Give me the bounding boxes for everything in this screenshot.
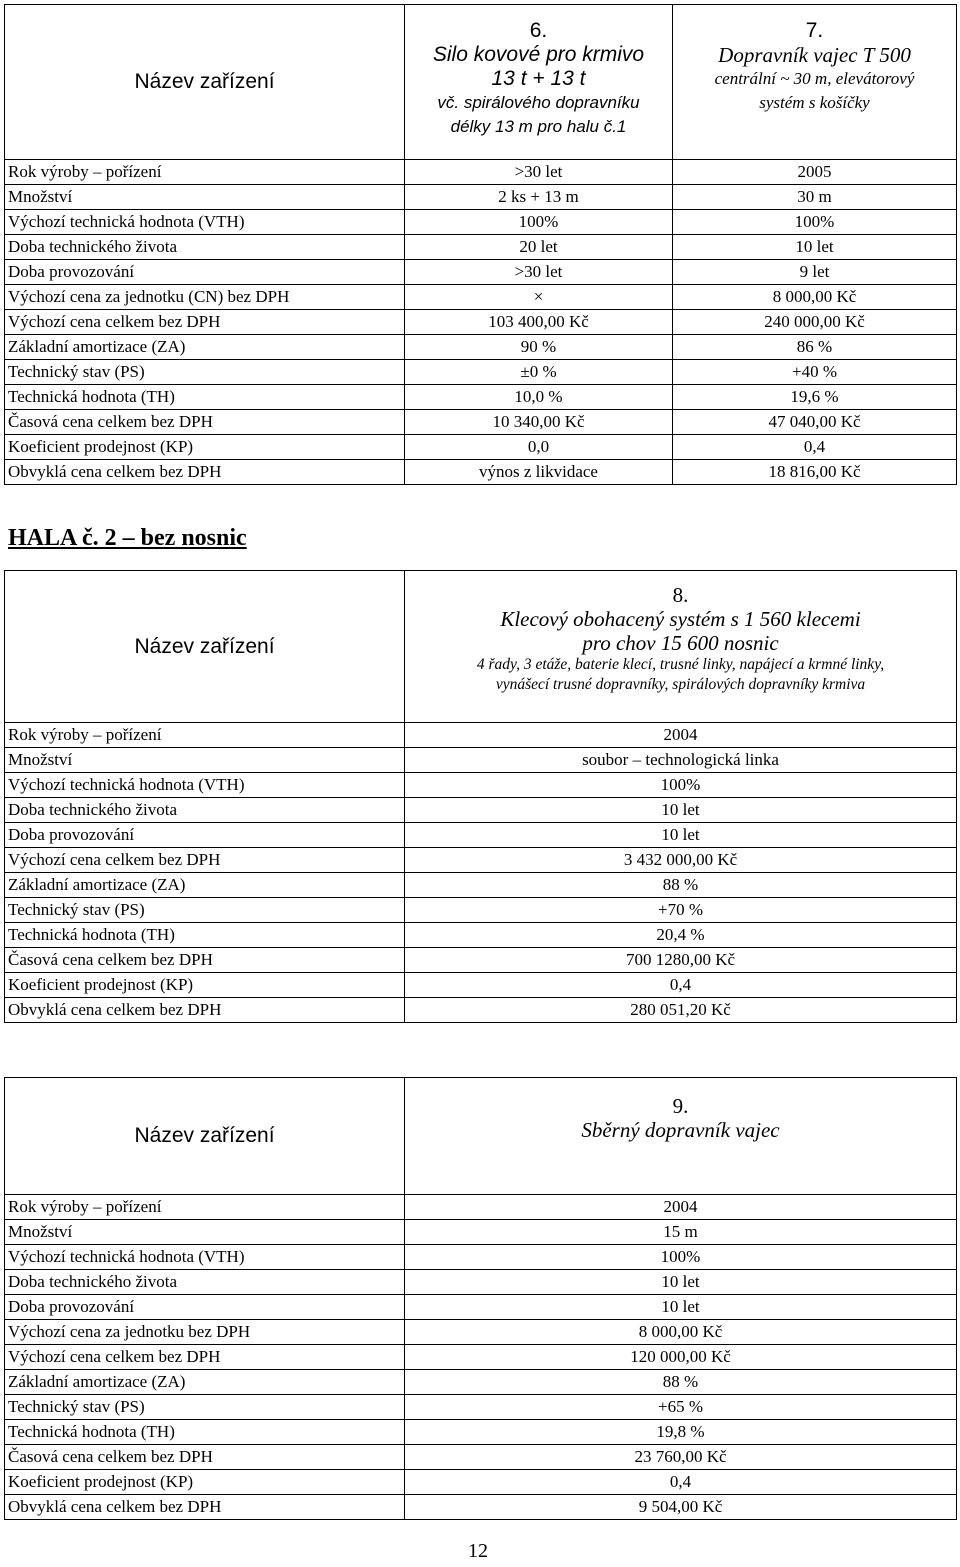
row-label: Koeficient prodejnost (KP) xyxy=(5,1470,405,1495)
table-row xyxy=(5,1420,957,1445)
table-row xyxy=(5,1495,957,1520)
row-value: 20 let xyxy=(405,235,673,260)
hall-2-heading: HALA č. 2 – bez nosnic xyxy=(8,525,247,551)
row-label: Výchozí cena za jednotku (CN) bez DPH xyxy=(5,285,405,310)
equipment-6-number: 6. xyxy=(529,19,548,42)
row-value: 2004 xyxy=(405,1195,957,1220)
table-row xyxy=(5,1395,957,1420)
row-value: 10,0 % xyxy=(405,385,673,410)
row-value: >30 let xyxy=(405,260,673,285)
row-label: Obvyklá cena celkem bez DPH xyxy=(5,460,405,485)
table-row xyxy=(5,948,957,973)
row-value: 100% xyxy=(405,210,673,235)
table-row xyxy=(5,723,957,748)
row-value: 47 040,00 Kč xyxy=(673,410,957,435)
row-label: Množství xyxy=(5,185,405,210)
row-value: 2005 xyxy=(673,160,957,185)
equipment-6-capacity: 13 t + 13 t xyxy=(491,67,586,90)
row-value: 30 m xyxy=(673,185,957,210)
equipment-8-title: Klecový obohacený systém s 1 560 klecemi xyxy=(500,607,861,631)
row-value: soubor – technologická linka xyxy=(405,748,957,773)
row-label: Doba provozování xyxy=(5,1295,405,1320)
equipment-6-header xyxy=(405,5,673,160)
row-value: 8 000,00 Kč xyxy=(673,285,957,310)
row-value: 240 000,00 Kč xyxy=(673,310,957,335)
row-label: Doba technického života xyxy=(5,235,405,260)
row-label: Základní amortizace (ZA) xyxy=(5,335,405,360)
equipment-table-9 xyxy=(4,1077,957,1520)
row-label: Technický stav (PS) xyxy=(5,360,405,385)
table-row xyxy=(5,1320,957,1345)
row-label: Koeficient prodejnost (KP) xyxy=(5,973,405,998)
row-label: Doba technického života xyxy=(5,798,405,823)
row-label: Koeficient prodejnost (KP) xyxy=(5,435,405,460)
row-value: × xyxy=(405,285,673,310)
table-row xyxy=(5,1370,957,1395)
row-label: Časová cena celkem bez DPH xyxy=(5,1445,405,1470)
row-value: 90 % xyxy=(405,335,673,360)
table-row xyxy=(5,285,957,310)
equipment-8-title-2: pro chov 15 600 nosnic xyxy=(582,631,779,655)
table-row xyxy=(5,873,957,898)
equipment-8-header xyxy=(405,571,957,723)
row-value: 10 let xyxy=(405,798,957,823)
row-value: 19,6 % xyxy=(673,385,957,410)
header-name-label: Název zařízení xyxy=(5,1078,405,1195)
row-value: 20,4 % xyxy=(405,923,957,948)
row-label: Výchozí cena za jednotku bez DPH xyxy=(5,1320,405,1345)
equipment-9-title: Sběrný dopravník vajec xyxy=(581,1118,780,1142)
equipment-7-title: Dopravník vajec T 500 xyxy=(718,43,911,67)
equipment-6-subtitle-2: délky 13 m pro halu č.1 xyxy=(450,117,627,136)
equipment-7-number: 7. xyxy=(805,19,824,42)
row-label: Obvyklá cena celkem bez DPH xyxy=(5,998,405,1023)
row-value: 15 m xyxy=(405,1220,957,1245)
header-name-label: Název zařízení xyxy=(5,5,405,160)
equipment-6-subtitle-1: vč. spirálového dopravníku xyxy=(437,93,640,112)
row-label: Rok výroby – pořízení xyxy=(5,723,405,748)
row-label: Základní amortizace (ZA) xyxy=(5,873,405,898)
row-value: 0,0 xyxy=(405,435,673,460)
table-row xyxy=(5,185,957,210)
table-row xyxy=(5,798,957,823)
table-row xyxy=(5,210,957,235)
row-label: Doba provozování xyxy=(5,823,405,848)
row-value: 19,8 % xyxy=(405,1420,957,1445)
table-row xyxy=(5,1445,957,1470)
row-value: 88 % xyxy=(405,1370,957,1395)
equipment-9-header xyxy=(405,1078,957,1195)
row-value: 88 % xyxy=(405,873,957,898)
table-row xyxy=(5,1345,957,1370)
table-row xyxy=(5,1270,957,1295)
row-value: 0,4 xyxy=(405,973,957,998)
row-value: 100% xyxy=(405,1245,957,1270)
equipment-table-6-7 xyxy=(4,4,957,485)
row-value: výnos z likvidace xyxy=(405,460,673,485)
row-value: 280 051,20 Kč xyxy=(405,998,957,1023)
row-label: Rok výroby – pořízení xyxy=(5,1195,405,1220)
table-row xyxy=(5,998,957,1023)
table-row xyxy=(5,460,957,485)
equipment-6-title: Silo kovové pro krmivo xyxy=(432,43,645,66)
row-label: Technický stav (PS) xyxy=(5,1395,405,1420)
table-row xyxy=(5,260,957,285)
row-value: 0,4 xyxy=(673,435,957,460)
row-label: Technická hodnota (TH) xyxy=(5,923,405,948)
table-row xyxy=(5,1245,957,1270)
table-row xyxy=(5,748,957,773)
table-row xyxy=(5,160,957,185)
row-value: 23 760,00 Kč xyxy=(405,1445,957,1470)
table-row xyxy=(5,823,957,848)
row-value: 10 let xyxy=(405,823,957,848)
row-label: Množství xyxy=(5,748,405,773)
table-row xyxy=(5,1295,957,1320)
row-value: 0,4 xyxy=(405,1470,957,1495)
row-label: Technická hodnota (TH) xyxy=(5,385,405,410)
row-value: ±0 % xyxy=(405,360,673,385)
row-label: Časová cena celkem bez DPH xyxy=(5,948,405,973)
row-value: 10 340,00 Kč xyxy=(405,410,673,435)
equipment-8-number: 8. xyxy=(672,583,689,607)
row-label: Výchozí cena celkem bez DPH xyxy=(5,1345,405,1370)
table-row xyxy=(5,848,957,873)
row-value: 10 let xyxy=(673,235,957,260)
row-value: 9 let xyxy=(673,260,957,285)
row-value: +70 % xyxy=(405,898,957,923)
row-value: 9 504,00 Kč xyxy=(405,1495,957,1520)
page-number: 12 xyxy=(468,1540,488,1562)
table-row xyxy=(5,1195,957,1220)
row-label: Výchozí technická hodnota (VTH) xyxy=(5,1245,405,1270)
row-value: 2004 xyxy=(405,723,957,748)
row-label: Technický stav (PS) xyxy=(5,898,405,923)
row-value: 103 400,00 Kč xyxy=(405,310,673,335)
row-value: 10 let xyxy=(405,1295,957,1320)
row-value: 86 % xyxy=(673,335,957,360)
row-label: Rok výroby – pořízení xyxy=(5,160,405,185)
table-row xyxy=(5,898,957,923)
row-value: +65 % xyxy=(405,1395,957,1420)
table-row xyxy=(5,1220,957,1245)
table-row xyxy=(5,385,957,410)
header-name-label: Název zařízení xyxy=(5,571,405,723)
row-value: 18 816,00 Kč xyxy=(673,460,957,485)
table-row xyxy=(5,435,957,460)
row-label: Základní amortizace (ZA) xyxy=(5,1370,405,1395)
equipment-8-subtitle-2: vynášecí trusné dopravníky, spirálových dopravníky krmiva xyxy=(495,676,866,693)
table-row xyxy=(5,410,957,435)
row-label: Doba technického života xyxy=(5,1270,405,1295)
row-label: Výchozí technická hodnota (VTH) xyxy=(5,210,405,235)
row-label: Doba provozování xyxy=(5,260,405,285)
table-row xyxy=(5,773,957,798)
row-value: 2 ks + 13 m xyxy=(405,185,673,210)
row-label: Obvyklá cena celkem bez DPH xyxy=(5,1495,405,1520)
row-label: Výchozí technická hodnota (VTH) xyxy=(5,773,405,798)
row-value: 100% xyxy=(673,210,957,235)
row-value: 3 432 000,00 Kč xyxy=(405,848,957,873)
table-row xyxy=(5,235,957,260)
row-label: Časová cena celkem bez DPH xyxy=(5,410,405,435)
equipment-7-header xyxy=(673,5,957,160)
equipment-7-subtitle-1: centrální ~ 30 m, elevátorový xyxy=(714,69,915,88)
table-row xyxy=(5,360,957,385)
row-label: Technická hodnota (TH) xyxy=(5,1420,405,1445)
table-row xyxy=(5,310,957,335)
row-label: Výchozí cena celkem bez DPH xyxy=(5,848,405,873)
equipment-8-subtitle-1: 4 řady, 3 etáže, baterie klecí, trusné linky, napájecí a krmné linky, xyxy=(476,656,885,673)
row-label: Množství xyxy=(5,1220,405,1245)
row-value: 100% xyxy=(405,773,957,798)
row-value: 700 1280,00 Kč xyxy=(405,948,957,973)
row-value: +40 % xyxy=(673,360,957,385)
row-value: 8 000,00 Kč xyxy=(405,1320,957,1345)
table-row xyxy=(5,335,957,360)
row-label: Výchozí cena celkem bez DPH xyxy=(5,310,405,335)
table-row xyxy=(5,923,957,948)
table-row xyxy=(5,973,957,998)
equipment-table-8 xyxy=(4,570,957,1023)
equipment-7-subtitle-2: systém s košíčky xyxy=(759,93,870,112)
row-value: 120 000,00 Kč xyxy=(405,1345,957,1370)
row-value: 10 let xyxy=(405,1270,957,1295)
table-row xyxy=(5,1470,957,1495)
equipment-9-number: 9. xyxy=(672,1094,689,1118)
row-value: >30 let xyxy=(405,160,673,185)
